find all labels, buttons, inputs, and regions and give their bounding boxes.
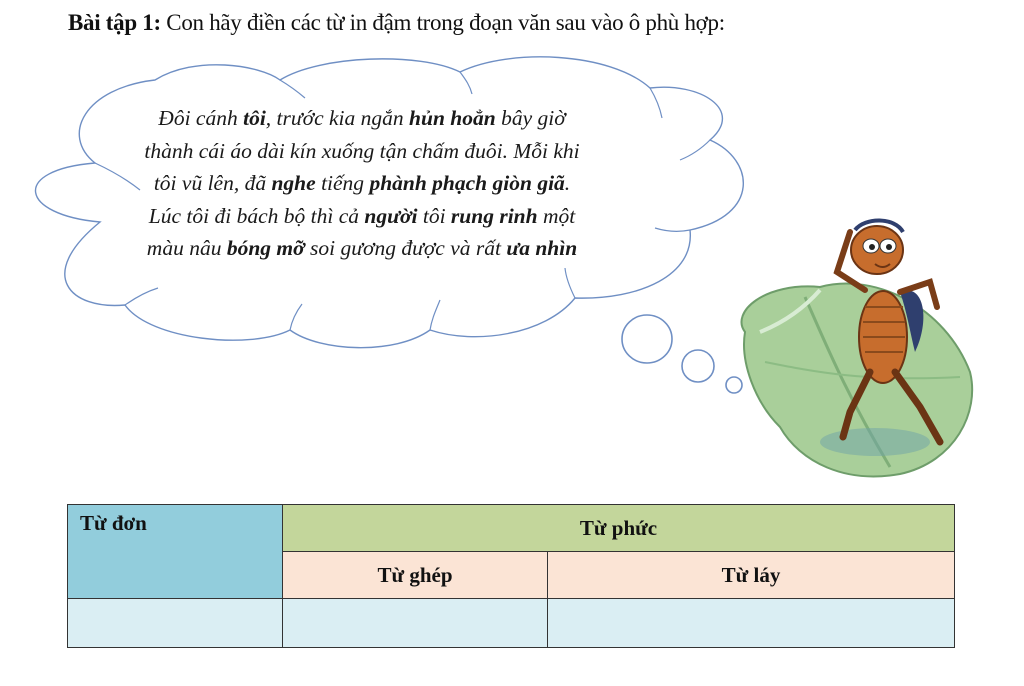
passage-segment: soi gương được và rất — [304, 236, 507, 260]
passage-segment: bây giờ thành cái áo dài kín xuống tận chấm đuôi. Mỗi khi tôi vũ lên, đã — [144, 106, 580, 195]
bold-word: hủn hoẳn — [409, 106, 496, 130]
bold-word: nghe — [271, 171, 316, 195]
word-classification-table — [67, 504, 955, 648]
bold-word: ưa nhìn — [506, 236, 578, 260]
passage-segment: một màu nâu — [146, 203, 576, 260]
answer-cell-tu-don[interactable] — [68, 599, 283, 648]
header-tu-ghep: Từ ghép — [283, 552, 548, 599]
header-tu-lay: Từ láy — [548, 552, 955, 599]
answer-cell-tu-lay[interactable] — [548, 599, 955, 648]
passage-text — [138, 102, 586, 285]
passage-segment: , trước kia ngắn — [265, 106, 410, 130]
bold-word: tôi — [243, 106, 266, 130]
passage-segment: tôi — [417, 203, 451, 228]
header-tu-phuc: Từ phức — [283, 505, 955, 552]
passage-segment: . Lúc tôi đi bách bộ thì cả — [148, 171, 571, 228]
bold-word: bóng mỡ — [226, 236, 305, 260]
exercise-label: Bài tập 1: — [68, 10, 161, 35]
passage-segment: tiếng — [315, 171, 370, 195]
header-tu-don: Từ đơn — [68, 505, 283, 599]
passage-segment: Đôi cánh — [158, 106, 244, 130]
bold-word: rung rinh — [450, 203, 538, 228]
exercise-instruction: Con hãy điền các từ in đậm trong đoạn văn sau vào ô phù hợp: — [166, 10, 725, 35]
cricket-character-icon — [725, 212, 985, 487]
bold-word: phành phạch giòn giã — [369, 171, 565, 195]
bold-word: người — [364, 203, 418, 228]
answer-cell-tu-ghep[interactable] — [283, 599, 548, 648]
